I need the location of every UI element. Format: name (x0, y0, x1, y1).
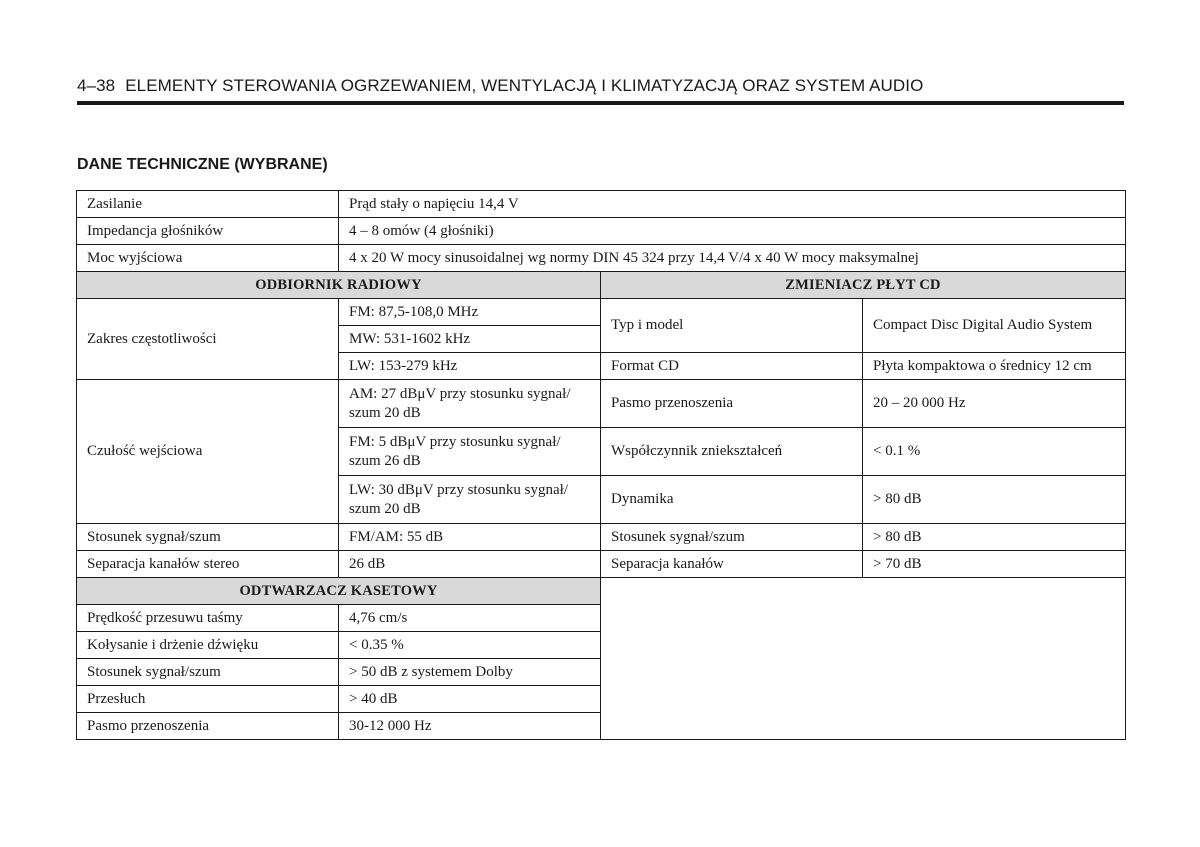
spec-value: 4 x 20 W mocy sinusoidalnej wg normy DIN 45 324 przy 14,4 V/4 x 40 W mocy maksymalnej (339, 245, 1126, 272)
cassette-label: Prędkość przesuwu taśmy (77, 605, 339, 632)
radio-section-header: ODBIORNIK RADIOWY (77, 272, 601, 299)
spec-label: Moc wyjściowa (77, 245, 339, 272)
spec-row (77, 524, 1126, 551)
radio-frequency-fm: FM: 87,5-108,0 MHz (339, 299, 601, 326)
spec-row-output-power (77, 245, 1126, 272)
spec-row-power (77, 191, 1126, 218)
cassette-section-header: ODTWARZACZ KASETOWY (77, 578, 601, 605)
radio-sensitivity-label: Czułość wejściowa (77, 380, 339, 524)
spec-table (76, 190, 1126, 740)
radio-frequency-mw: MW: 531-1602 kHz (339, 326, 601, 353)
radio-snr-label: Stosunek sygnał/szum (77, 524, 339, 551)
cd-value: Compact Disc Digital Audio System (863, 299, 1126, 353)
cd-value: < 0.1 % (863, 428, 1126, 476)
cassette-value: < 0.35 % (339, 632, 601, 659)
cd-label: Pasmo przenoszenia (601, 380, 863, 428)
cassette-label: Pasmo przenoszenia (77, 713, 339, 740)
page-header (77, 75, 1124, 97)
page-number: 4–38 (77, 76, 116, 95)
cassette-value: 4,76 cm/s (339, 605, 601, 632)
radio-frequency-lw: LW: 153-279 kHz (339, 353, 601, 380)
cd-label: Stosunek sygnał/szum (601, 524, 863, 551)
empty-cell (601, 578, 1126, 740)
section-title: DANE TECHNICZNE (WYBRANE) (77, 156, 328, 173)
cd-label: Współczynnik zniekształceń (601, 428, 863, 476)
cd-label: Dynamika (601, 476, 863, 524)
spec-row (77, 299, 1126, 326)
cd-label: Format CD (601, 353, 863, 380)
spec-value: Prąd stały o napięciu 14,4 V (339, 191, 1126, 218)
spec-row (77, 380, 1126, 428)
radio-sensitivity-fm: FM: 5 dBμV przy stosunku sygnał/ szum 26 dB (339, 428, 601, 476)
spec-row (77, 551, 1126, 578)
cd-label: Separacja kanałów (601, 551, 863, 578)
cd-value: > 80 dB (863, 524, 1126, 551)
cd-value: Płyta kompaktowa o średnicy 12 cm (863, 353, 1126, 380)
radio-snr-value: FM/AM: 55 dB (339, 524, 601, 551)
cassette-value: > 50 dB z systemem Dolby (339, 659, 601, 686)
cassette-value: > 40 dB (339, 686, 601, 713)
cd-value: > 80 dB (863, 476, 1126, 524)
cd-section-header: ZMIENIACZ PŁYT CD (601, 272, 1126, 299)
spec-label: Impedancja głośników (77, 218, 339, 245)
radio-separation-value: 26 dB (339, 551, 601, 578)
spec-row-impedance (77, 218, 1126, 245)
cd-value: 20 – 20 000 Hz (863, 380, 1126, 428)
radio-sensitivity-am: AM: 27 dBμV przy stosunku sygnał/ szum 20 dB (339, 380, 601, 428)
cassette-label: Kołysanie i drżenie dźwięku (77, 632, 339, 659)
radio-separation-label: Separacja kanałów stereo (77, 551, 339, 578)
spec-row (77, 578, 1126, 605)
cassette-value: 30-12 000 Hz (339, 713, 601, 740)
cassette-label: Przesłuch (77, 686, 339, 713)
cd-value: > 70 dB (863, 551, 1126, 578)
spec-label: Zasilanie (77, 191, 339, 218)
cassette-label: Stosunek sygnał/szum (77, 659, 339, 686)
radio-sensitivity-lw: LW: 30 dBμV przy stosunku sygnał/ szum 20 dB (339, 476, 601, 524)
section-header-row (77, 272, 1126, 299)
header-rule (77, 101, 1124, 105)
cd-label: Typ i model (601, 299, 863, 353)
spec-value: 4 – 8 omów (4 głośniki) (339, 218, 1126, 245)
radio-frequency-label: Zakres częstotliwości (77, 299, 339, 380)
chapter-title: ELEMENTY STEROWANIA OGRZEWANIEM, WENTYLACJĄ I KLIMATYZACJĄ ORAZ SYSTEM AUDIO (125, 76, 924, 95)
